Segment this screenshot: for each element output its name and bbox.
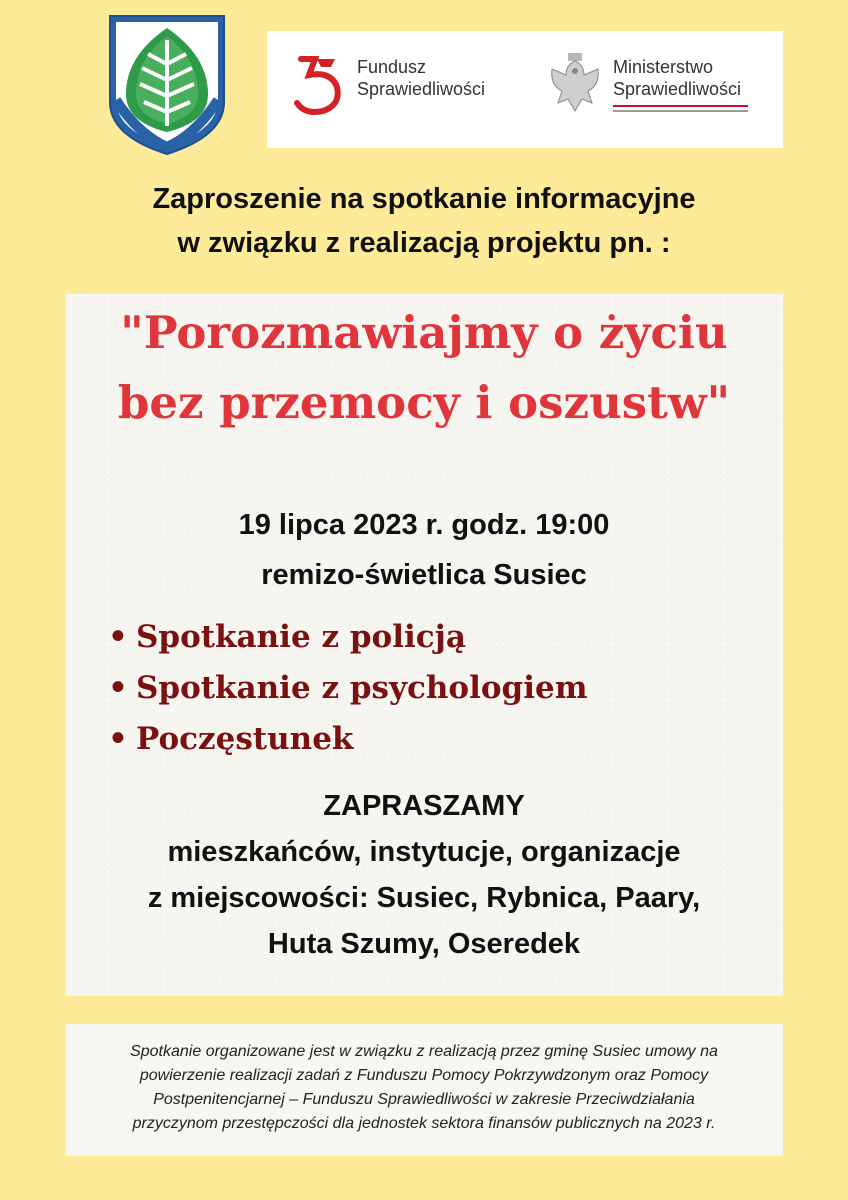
fundusz-sprawiedliwosci-logo-icon — [291, 53, 347, 117]
project-title: "Porozmawiajmy o życiu bez przemocy i oszustw" — [117, 306, 731, 429]
ministerstwo-logo-text: Ministerstwo Sprawiedliwości — [613, 57, 742, 99]
sponsor-logos-box — [267, 31, 783, 148]
polish-eagle-emblem-icon — [548, 51, 602, 117]
event-date-time: 19 lipca 2023 r. godz. 19:00 — [238, 509, 610, 541]
event-details — [0, 500, 848, 600]
list-item: • Spotkanie z psychologiem — [108, 663, 588, 714]
invite-line: Huta Szumy, Oseredek — [267, 928, 581, 960]
agenda-list — [108, 612, 588, 765]
flag-stripe-red — [613, 105, 748, 107]
invite-line: mieszkańców, instytucje, organizacje — [167, 836, 681, 868]
invitation-heading: Zaproszenie na spotkanie informacyjne w związku z realizacją projektu pn. : — [152, 183, 696, 259]
event-place: remizo-świetlica Susiec — [261, 559, 587, 591]
flag-stripe-grey — [613, 110, 748, 112]
invitation-block — [0, 783, 848, 967]
footer-note: Spotkanie organizowane jest w związku z realizacją przez gminę Susiec umowy na powierzenie realizacji zadań z Funduszu Pomocy Pokrzywdzonym oraz Pomocy Postpenitencjarnej – Funduszu Sprawiedliwości w zakresie Przeciwdziałania przyczynom przestępczości dla jednostek sektora finansów publicznych na 2023 r. — [130, 1043, 718, 1132]
invite-headline: ZAPRASZAMY — [323, 790, 525, 822]
list-item: • Spotkanie z policją — [108, 612, 588, 663]
municipal-crest-logo — [108, 14, 226, 156]
fundusz-logo-text: Fundusz Sprawiedliwości — [357, 57, 486, 99]
invite-line: z miejscowości: Susiec, Rybnica, Paary, — [147, 882, 701, 914]
list-item: • Poczęstunek — [108, 714, 588, 765]
